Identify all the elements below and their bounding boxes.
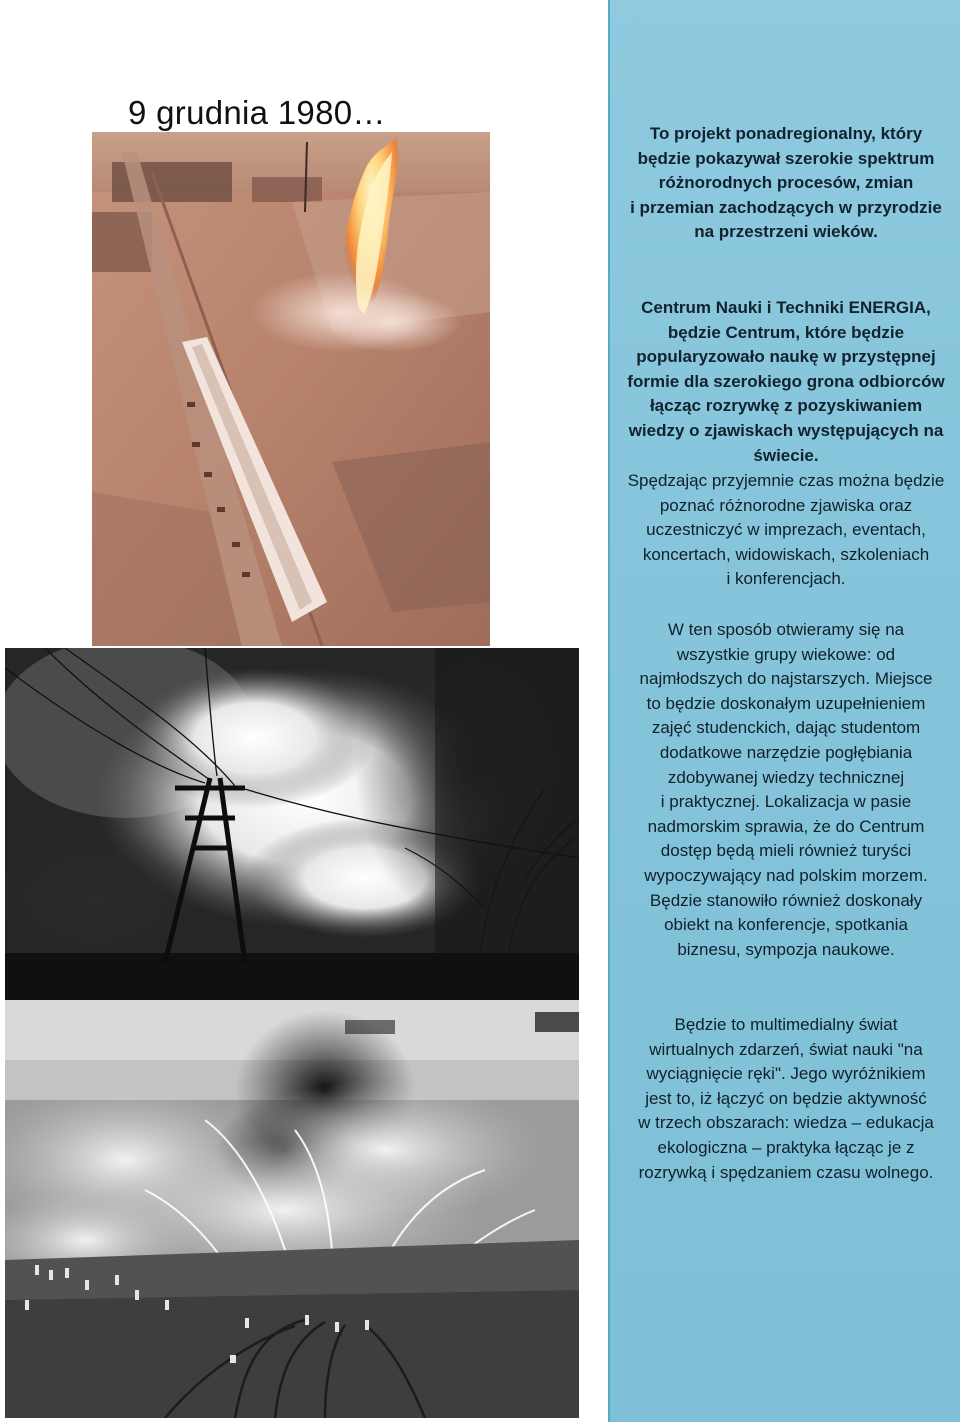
info-sidebar bbox=[608, 0, 960, 1422]
sidebar-paragraph-events: Spędzając przyjemnie czas można będzie poznać różnorodne zjawiska oraz uczestniczyć w imprezach, eventach, koncertach, widowiskach, szkoleniach i konferencjach. bbox=[627, 471, 945, 589]
sidebar-paragraph-centrum: Centrum Nauki i Techniki ENERGIA, będzie Centrum, które będzie popularyzowało naukę w przystępnej formie dla szerokiego grona odbiorców łącząc rozrywkę z pozyskiwaniem wiedzy o zjawiskach występujących na świecie. bbox=[627, 298, 945, 465]
firefighting-bw-photo bbox=[5, 1000, 579, 1418]
burning-well-bw-photo bbox=[5, 648, 579, 1000]
sidebar-paragraph-audience: W ten sposób otwieramy się na wszystkie grupy wiekowe: od najmłodszych do najstarszych. Miejsce to będzie doskonałym uzupełnieniem zajęć studenckich, dając studentom dodatkowe narzędzie pogłębiania zdobywanej wiedzy technicznej i praktycznej. Lokalizacja w pasie nadmorskim sprawia, że do Centrum dostęp będą mieli również turyści wypoczywający nad polskim morzem. Będzie stanowiło również doskonały obiekt na konferencje, spotkania biznesu, sympozja naukowe. bbox=[639, 620, 933, 959]
aerial-fire-photo bbox=[92, 132, 490, 646]
page-heading: 9 grudnia 1980… bbox=[128, 94, 386, 131]
sidebar-paragraph-intro: To projekt ponadregionalny, który będzie pokazywał szerokie spektrum różnorodnych procesów, zmian i przemian zachodzących w przyrodzie na przestrzeni wieków. bbox=[630, 124, 942, 242]
sidebar-paragraph-multimedia: Będzie to multimedialny świat wirtualnych zdarzeń, świat nauki "na wyciągnięcie ręki". Jego wyróżnikiem jest to, iż łączyć on będzie aktywność w trzech obszarach: wiedza – edukacja ekologiczna – praktyka łącząc je z rozrywką i spędzaniem czasu wolnego. bbox=[638, 1015, 934, 1182]
